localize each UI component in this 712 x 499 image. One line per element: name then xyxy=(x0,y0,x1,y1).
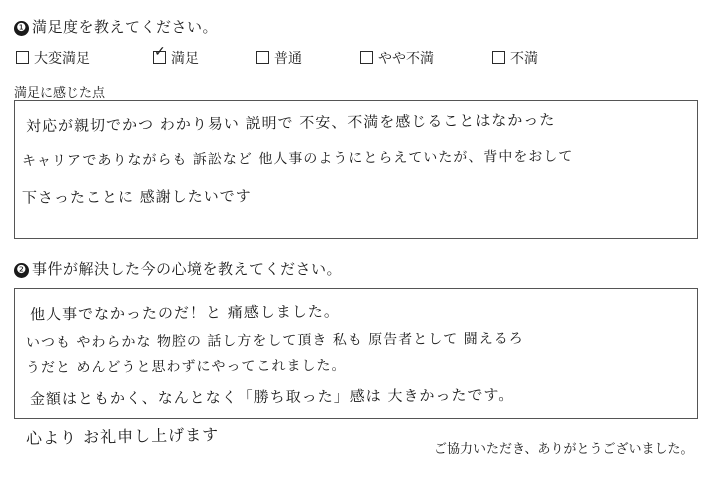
choice-label-dissatisfied: 不満 xyxy=(510,50,538,66)
question-2-answer-line-4: 金額はともかく、なんとなく「勝ち取った」感は 大きかったです。 xyxy=(29,385,515,409)
satisfaction-choice-group[interactable] xyxy=(16,45,576,68)
choice-neutral[interactable] xyxy=(256,48,302,68)
choice-label-satisfied: 満足 xyxy=(171,50,199,66)
satisfaction-points-label: 満足に感じた点 xyxy=(14,85,106,100)
question-2-answer-line-3: うだと めんどうと思わずにやってこれました。 xyxy=(25,357,347,377)
checkbox-somewhat-dissatisfied[interactable] xyxy=(360,51,373,64)
checkbox-satisfied[interactable] xyxy=(153,45,166,64)
question-2-heading xyxy=(14,258,342,279)
question-1-number: ❶ xyxy=(14,21,29,36)
question-2-text: 事件が解決した今の心境を教えてください。 xyxy=(32,261,343,278)
choice-label-somewhat-dissatisfied: やや不満 xyxy=(378,50,434,66)
question-1-answer-line-3: 下さったことに 感謝したいです xyxy=(21,187,252,207)
closing-note: ご協力いただき、ありがとうございました。 xyxy=(434,441,694,456)
checkbox-dissatisfied[interactable] xyxy=(492,51,505,64)
question-1-text: 満足度を教えてください。 xyxy=(32,19,219,36)
question-1-answer-line-1: 対応が親切でかつ わかり易い 説明で 不安、不満を感じることはなかった xyxy=(25,110,556,136)
question-2-answer-line-5: 心より お礼申し上げます xyxy=(25,424,220,449)
question-2-answer-line-1: 他人事でなかったのだ！と 痛感しました。 xyxy=(29,302,340,324)
choice-dissatisfied[interactable] xyxy=(492,48,538,68)
choice-label-neutral: 普通 xyxy=(274,50,302,66)
question-2-answer-line-2: いつも やわらかな 物腔の 話し方をして頂き 私も 原告者として 闘えるろ xyxy=(25,330,524,352)
question-2-number: ❷ xyxy=(14,263,29,278)
choice-very-satisfied[interactable] xyxy=(16,48,90,68)
checkbox-neutral[interactable] xyxy=(256,51,269,64)
question-1-answer-line-2: キャリアでありながらも 訴訟など 他人事のようにとらえていたが、背中をおして xyxy=(21,148,574,170)
checkbox-very-satisfied[interactable] xyxy=(16,51,29,64)
choice-satisfied[interactable] xyxy=(153,45,199,68)
choice-somewhat-dissatisfied[interactable] xyxy=(360,48,434,68)
choice-label-very-satisfied: 大変満足 xyxy=(34,50,90,66)
check-mark-satisfied: ✓ xyxy=(154,45,166,60)
question-1-heading xyxy=(14,16,218,37)
